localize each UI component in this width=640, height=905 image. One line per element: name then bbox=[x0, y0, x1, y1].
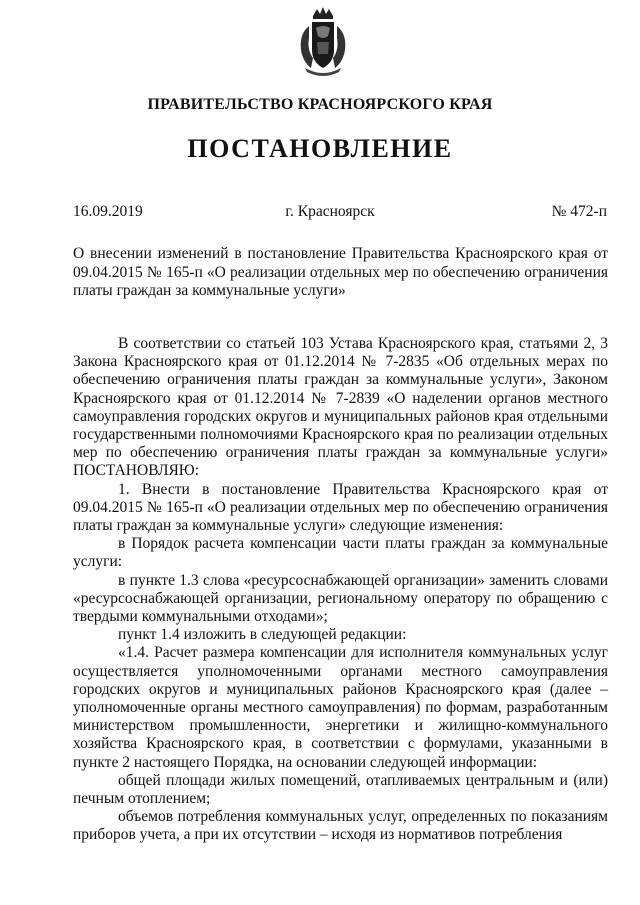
document-date: 16.09.2019 bbox=[73, 203, 143, 220]
paragraph: в Порядок расчета компенсации части платы граждан за коммунальные услуги: bbox=[73, 535, 608, 571]
coat-of-arms-icon bbox=[295, 6, 351, 78]
paragraph: общей площади жилых помещений, отапливаемых центральным и (или) печным отоплением; bbox=[73, 771, 608, 808]
document-city: г. Красноярск bbox=[285, 203, 375, 220]
document-number: № 472-п bbox=[551, 203, 607, 220]
document-type: ПОСТАНОВЛЕНИЕ bbox=[187, 134, 453, 163]
paragraph: объемов потребления коммунальных услуг, определенных по показаниям приборов учета, а при их отсутствии – исходя из нормативов потребления bbox=[73, 808, 608, 844]
paragraph: 1. Внести в постановление Правительства Красноярского края от 09.04.2015 № 165-п «О реализации отдельных мер по обеспечению ограничения платы граждан за коммунальные услуги» следующие изменения: bbox=[73, 480, 608, 535]
paragraph: пункт 1.4 изложить в следующей редакции: bbox=[118, 626, 407, 644]
document-subject: О внесении изменений в постановление Правительства Красноярского края от 09.04.2015 № 165-п «О реализации отдельных мер по обеспечению ограничения платы граждан за коммунальные услуги» bbox=[73, 245, 608, 299]
paragraph: «1.4. Расчет размера компенсации для исполнителя коммунальных услуг осуществляется уполномоченными органами местного самоуправления городских округов и муниципальных районов Красноярского края (далее – уполномоченные органы местного самоуправления) по формам, разработанным министерством промышленности, энергетики и жилищно-коммунального хозяйства Красноярского края, в соответствии с формулами, указанными в пункте 2 настоящего Порядка, на основании следующей информации: bbox=[73, 644, 608, 771]
paragraph: В соответствии со статьей 103 Устава Красноярского края, статьями 2, 3 Закона Красноярского края от 01.12.2014 № 7-2835 «Об отдельных мерах по обеспечению ограничения платы граждан за коммунальные услуги», Законом Красноярского края от 01.12.2014 № 7-2839 «О наделении органов местного самоуправления городских округов и муниципальных районов края отдельными государственными полномочиями Красноярского края по реализации отдельных мер по обеспечению ограничения платы граждан за коммунальные услуги» ПОСТАНОВЛЯЮ: bbox=[73, 335, 608, 480]
government-title: ПРАВИТЕЛЬСТВО КРАСНОЯРСКОГО КРАЯ bbox=[147, 96, 493, 113]
paragraph: в пункте 1.3 слова «ресурсоснабжающей организации» заменить словами «ресурсоснабжающей организации, региональному оператору по обращению с твердыми коммунальными отходами»; bbox=[73, 571, 608, 626]
document-body bbox=[73, 335, 608, 845]
